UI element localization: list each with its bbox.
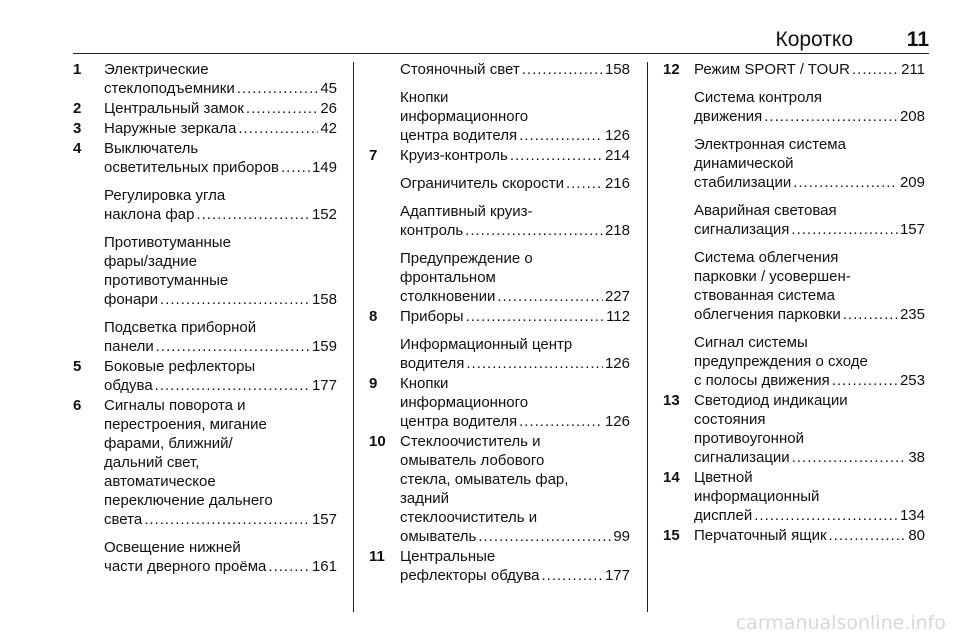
dot-leader bbox=[764, 107, 898, 126]
callout-number: 7 bbox=[369, 147, 378, 164]
index-entry[interactable] bbox=[73, 119, 337, 138]
page-reference[interactable]: 112 bbox=[606, 308, 630, 325]
page-reference[interactable]: 157 bbox=[311, 511, 337, 528]
dot-leader bbox=[852, 60, 899, 79]
entry-text-line: Сигналы поворота и bbox=[104, 397, 246, 414]
page-reference[interactable]: 216 bbox=[604, 175, 630, 192]
dot-leader bbox=[519, 126, 603, 145]
entry-last-line bbox=[694, 220, 925, 239]
index-entry[interactable] bbox=[369, 202, 630, 240]
dot-leader bbox=[566, 174, 603, 193]
page-reference[interactable]: 214 bbox=[604, 147, 630, 164]
entry-last-line bbox=[104, 119, 337, 138]
entry-text-line: Адаптивный круиз- bbox=[400, 203, 533, 220]
entry-text-line: фары/задние bbox=[104, 253, 197, 270]
index-entry[interactable] bbox=[369, 60, 630, 79]
entry-last-line bbox=[694, 448, 925, 467]
entry-text-line: Центральный замок bbox=[104, 100, 244, 117]
entry-text-line: фронтальном bbox=[400, 269, 496, 286]
entry-last-line bbox=[400, 527, 630, 546]
entry-text-line: Стояночный свет bbox=[400, 61, 520, 78]
callout-number: 10 bbox=[369, 433, 386, 450]
page-reference[interactable]: 152 bbox=[311, 206, 337, 223]
entry-last-line bbox=[104, 158, 337, 177]
dot-leader bbox=[522, 60, 603, 79]
entry-text-line: света bbox=[104, 511, 143, 528]
page-reference[interactable]: 134 bbox=[899, 507, 925, 524]
index-entry[interactable] bbox=[369, 249, 630, 306]
entry-text-line: панели bbox=[104, 338, 154, 355]
entry-text-line: Ограничитель скорости bbox=[400, 175, 564, 192]
entry-text-line: Система облегчения bbox=[694, 249, 839, 266]
entry-text-line: дисплей bbox=[694, 507, 753, 524]
entry-text-line: дальний свет, bbox=[104, 454, 200, 471]
callout-number: 2 bbox=[73, 100, 82, 117]
entry-text-line: Стеклоочиститель и bbox=[400, 433, 541, 450]
page-reference[interactable]: 149 bbox=[311, 159, 337, 176]
page-reference[interactable]: 157 bbox=[899, 221, 925, 238]
entry-text-line: Режим SPORT / TOUR bbox=[694, 61, 850, 78]
index-entry[interactable] bbox=[73, 99, 337, 118]
entry-last-line bbox=[400, 174, 630, 193]
callout-number: 13 bbox=[663, 392, 680, 409]
callout-number: 15 bbox=[663, 527, 680, 544]
entry-text-line: с полосы движения bbox=[694, 372, 830, 389]
entry-text-line: наклона фар bbox=[104, 206, 195, 223]
page-reference[interactable]: 42 bbox=[320, 120, 337, 137]
entry-text-line: Светодиод индикации bbox=[694, 392, 848, 409]
entry-text-line: водителя bbox=[400, 355, 465, 372]
page-reference[interactable]: 45 bbox=[320, 80, 337, 97]
page-reference[interactable]: 161 bbox=[311, 558, 337, 575]
section-title: Коротко bbox=[775, 28, 853, 51]
index-entry[interactable] bbox=[73, 318, 337, 356]
dot-leader bbox=[829, 526, 907, 545]
dot-leader bbox=[281, 158, 310, 177]
entry-last-line bbox=[400, 307, 630, 326]
entry-last-line bbox=[400, 566, 630, 585]
page-reference[interactable]: 211 bbox=[901, 61, 925, 78]
index-column-1 bbox=[73, 60, 337, 576]
dot-leader bbox=[160, 290, 310, 309]
entry-last-line bbox=[104, 557, 337, 576]
index-column-3 bbox=[663, 60, 925, 545]
entry-text-line: перестроения, мигание bbox=[104, 416, 267, 433]
index-entry[interactable] bbox=[663, 201, 925, 239]
page-number: 11 bbox=[906, 28, 929, 51]
entry-last-line bbox=[694, 173, 925, 192]
entry-text-line: фонари bbox=[104, 291, 159, 308]
entry-text-line: осветительных приборов bbox=[104, 159, 280, 176]
entry-last-line bbox=[400, 126, 630, 145]
dot-leader bbox=[237, 79, 319, 98]
page-reference[interactable]: 218 bbox=[604, 222, 630, 239]
dot-leader bbox=[155, 376, 310, 395]
page-reference[interactable]: 227 bbox=[604, 288, 630, 305]
entry-last-line bbox=[694, 371, 925, 390]
dot-leader bbox=[478, 527, 611, 546]
page-reference[interactable]: 235 bbox=[899, 306, 925, 323]
entry-last-line bbox=[104, 99, 337, 118]
dot-leader bbox=[791, 220, 898, 239]
entry-last-line bbox=[400, 60, 630, 79]
entry-text-line: Регулировка угла bbox=[104, 187, 226, 204]
entry-last-line bbox=[104, 205, 337, 224]
entry-last-line bbox=[104, 79, 337, 98]
page-reference[interactable]: 126 bbox=[604, 413, 630, 430]
index-entry[interactable] bbox=[73, 396, 337, 529]
entry-text-line: Круиз-контроль bbox=[400, 147, 508, 164]
entry-text-line: Центральные bbox=[400, 548, 496, 565]
entry-text-line: центра водителя bbox=[400, 413, 518, 430]
page-reference[interactable]: 158 bbox=[604, 61, 630, 78]
dot-leader bbox=[465, 221, 603, 240]
entry-last-line bbox=[400, 287, 630, 306]
index-entry[interactable] bbox=[369, 432, 630, 546]
entry-last-line bbox=[694, 305, 925, 324]
dot-leader bbox=[144, 510, 310, 529]
entry-text-line: части дверного проёма bbox=[104, 558, 267, 575]
column-divider-2 bbox=[647, 62, 648, 612]
page-reference[interactable]: 26 bbox=[320, 100, 337, 117]
index-entry[interactable] bbox=[369, 174, 630, 193]
index-entry[interactable] bbox=[663, 88, 925, 126]
entry-text-line: сигнализации bbox=[694, 449, 790, 466]
index-entry[interactable] bbox=[369, 307, 630, 326]
entry-text-line: переключение дальнего bbox=[104, 492, 273, 509]
entry-text-line: состояния bbox=[694, 411, 766, 428]
entry-text-line: Электрические bbox=[104, 61, 209, 78]
entry-text-line: стеклоподъемники bbox=[104, 80, 235, 97]
entry-text-line: контроль bbox=[400, 222, 464, 239]
dot-leader bbox=[793, 173, 898, 192]
entry-last-line bbox=[400, 354, 630, 373]
callout-number: 8 bbox=[369, 308, 378, 325]
page-reference[interactable]: 126 bbox=[604, 127, 630, 144]
entry-text-line: динамической bbox=[694, 155, 794, 172]
callout-number: 5 bbox=[73, 358, 82, 375]
entry-text-line: Приборы bbox=[400, 308, 464, 325]
entry-text-line: Информационный центр bbox=[400, 336, 573, 353]
entry-text-line: Сигнал системы bbox=[694, 334, 808, 351]
index-column-2 bbox=[369, 60, 630, 585]
entry-text-line: Цветной bbox=[694, 469, 753, 486]
callout-number: 14 bbox=[663, 469, 680, 486]
entry-text-line: Электронная система bbox=[694, 136, 846, 153]
entry-text-line: информационного bbox=[400, 108, 529, 125]
callout-number: 12 bbox=[663, 61, 680, 78]
entry-text-line: ствованная система bbox=[694, 287, 835, 304]
index-entry[interactable] bbox=[663, 468, 925, 525]
entry-last-line bbox=[400, 221, 630, 240]
index-entry[interactable] bbox=[369, 374, 630, 431]
entry-last-line bbox=[104, 376, 337, 395]
watermark: carmanualsonline.info bbox=[735, 612, 946, 634]
entry-text-line: стекла, омыватель фар, bbox=[400, 471, 569, 488]
dot-leader bbox=[792, 448, 907, 467]
page-reference[interactable]: 126 bbox=[604, 355, 630, 372]
callout-number: 11 bbox=[369, 548, 385, 565]
entry-text-line: Предупреждение о bbox=[400, 250, 533, 267]
entry-text-line: обдува bbox=[104, 377, 153, 394]
index-entry[interactable] bbox=[369, 146, 630, 165]
dot-leader bbox=[497, 287, 603, 306]
entry-text-line: облегчения парковки bbox=[694, 306, 841, 323]
entry-text-line: Выключатель bbox=[104, 140, 199, 157]
dot-leader bbox=[843, 305, 898, 324]
entry-text-line: информационного bbox=[400, 394, 529, 411]
dot-leader bbox=[542, 566, 603, 585]
page-reference[interactable]: 158 bbox=[311, 291, 337, 308]
entry-text-line: задний bbox=[400, 490, 450, 507]
entry-text-line: Подсветка приборной bbox=[104, 319, 257, 336]
page-reference[interactable]: 38 bbox=[908, 449, 925, 466]
index-entry[interactable] bbox=[73, 538, 337, 576]
index-entry[interactable] bbox=[663, 135, 925, 192]
entry-last-line bbox=[400, 146, 630, 165]
entry-text-line: парковки / усовершен- bbox=[694, 268, 851, 285]
dot-leader bbox=[519, 412, 603, 431]
callout-number: 3 bbox=[73, 120, 82, 137]
entry-last-line bbox=[104, 510, 337, 529]
index-entry[interactable] bbox=[73, 139, 337, 177]
header-rule bbox=[73, 53, 929, 54]
entry-text-line: движения bbox=[694, 108, 763, 125]
dot-leader bbox=[466, 354, 603, 373]
entry-text-line: предупреждения о сходе bbox=[694, 353, 868, 370]
index-entry[interactable] bbox=[369, 547, 630, 585]
callout-number: 9 bbox=[369, 375, 378, 392]
index-entry[interactable] bbox=[663, 333, 925, 390]
entry-text-line: Система контроля bbox=[694, 89, 823, 106]
index-entry[interactable] bbox=[73, 60, 337, 98]
entry-text-line: информационный bbox=[694, 488, 820, 505]
dot-leader bbox=[196, 205, 310, 224]
dot-leader bbox=[510, 146, 603, 165]
index-entry[interactable] bbox=[663, 391, 925, 467]
entry-text-line: автоматическое bbox=[104, 473, 216, 490]
entry-text-line: противотуманные bbox=[104, 272, 229, 289]
entry-text-line: стеклоочиститель и bbox=[400, 509, 538, 526]
index-entry[interactable] bbox=[73, 357, 337, 395]
entry-text-line: Кнопки bbox=[400, 89, 449, 106]
callout-number: 4 bbox=[73, 140, 82, 157]
entry-text-line: Боковые рефлекторы bbox=[104, 358, 256, 375]
entry-text-line: Противотуманные bbox=[104, 234, 231, 251]
entry-last-line bbox=[694, 60, 925, 79]
page-reference[interactable]: 177 bbox=[311, 377, 337, 394]
index-entry[interactable] bbox=[663, 60, 925, 79]
entry-text-line: омыватель лобового bbox=[400, 452, 545, 469]
index-entry[interactable] bbox=[369, 88, 630, 145]
index-entry[interactable] bbox=[663, 248, 925, 324]
entry-text-line: Наружные зеркала bbox=[104, 120, 237, 137]
dot-leader bbox=[246, 99, 318, 118]
dot-leader bbox=[268, 557, 310, 576]
entry-text-line: Перчаточный ящик bbox=[694, 527, 827, 544]
page-reference[interactable]: 159 bbox=[311, 338, 337, 355]
entry-text-line: Аварийная световая bbox=[694, 202, 837, 219]
entry-text-line: Освещение нижней bbox=[104, 539, 241, 556]
entry-text-line: центра водителя bbox=[400, 127, 518, 144]
dot-leader bbox=[238, 119, 318, 138]
dot-leader bbox=[754, 506, 898, 525]
entry-last-line bbox=[694, 526, 925, 545]
entry-text-line: омыватель bbox=[400, 528, 477, 545]
page-reference[interactable]: 80 bbox=[908, 527, 925, 544]
page-reference[interactable]: 208 bbox=[899, 108, 925, 125]
dot-leader bbox=[156, 337, 310, 356]
index-entry[interactable] bbox=[369, 335, 630, 373]
entry-text-line: фарами, ближний/ bbox=[104, 435, 233, 452]
page-reference[interactable]: 209 bbox=[899, 174, 925, 191]
dot-leader bbox=[832, 371, 898, 390]
entry-text-line: столкновении bbox=[400, 288, 496, 305]
entry-last-line bbox=[694, 107, 925, 126]
page-reference[interactable]: 177 bbox=[604, 567, 630, 584]
page-reference[interactable]: 253 bbox=[899, 372, 925, 389]
entry-text-line: Кнопки bbox=[400, 375, 449, 392]
entry-text-line: противоугонной bbox=[694, 430, 804, 447]
entry-text-line: сигнализация bbox=[694, 221, 790, 238]
dot-leader bbox=[466, 307, 605, 326]
entry-text-line: стабилизации bbox=[694, 174, 792, 191]
index-entry[interactable] bbox=[73, 186, 337, 224]
page-header bbox=[0, 27, 929, 53]
callout-number: 6 bbox=[73, 397, 82, 414]
index-entry[interactable] bbox=[73, 233, 337, 309]
index-entry[interactable] bbox=[663, 526, 925, 545]
entry-last-line bbox=[104, 290, 337, 309]
entry-last-line bbox=[104, 337, 337, 356]
page-reference[interactable]: 99 bbox=[613, 528, 630, 545]
entry-last-line bbox=[400, 412, 630, 431]
column-divider-1 bbox=[353, 62, 354, 612]
entry-last-line bbox=[694, 506, 925, 525]
callout-number: 1 bbox=[73, 61, 82, 78]
entry-text-line: рефлекторы обдува bbox=[400, 567, 540, 584]
